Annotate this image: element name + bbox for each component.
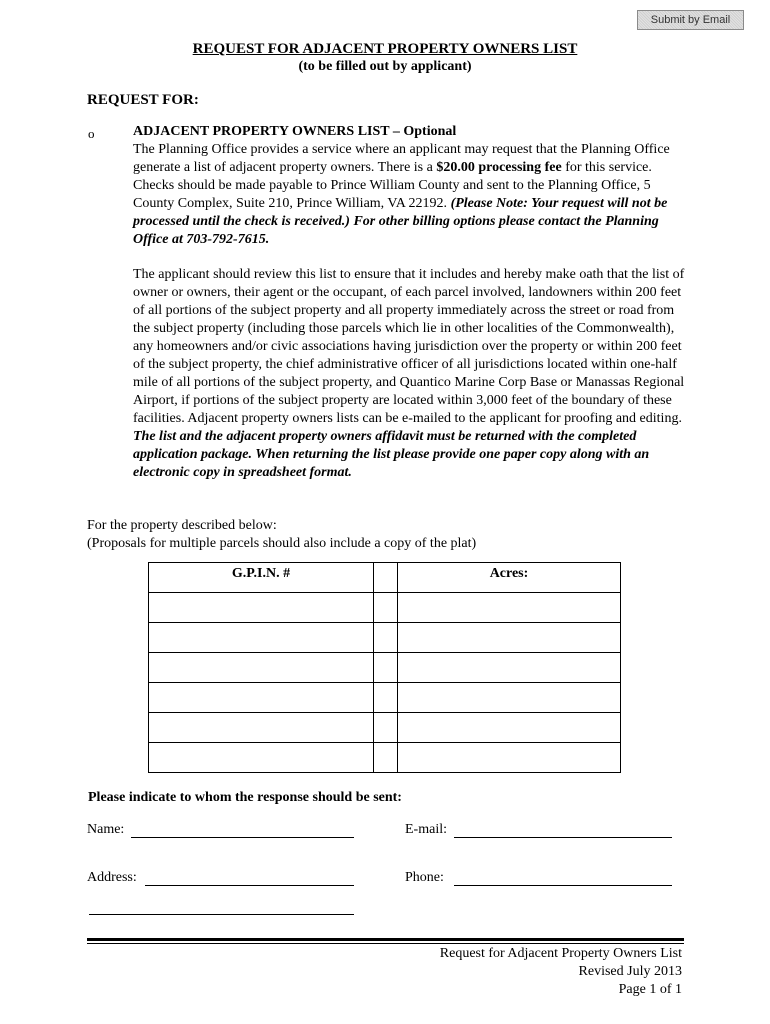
footer-divider-thin — [87, 943, 684, 944]
spacer-cell — [374, 653, 398, 683]
gpin-cell[interactable] — [149, 713, 374, 743]
submit-by-email-button[interactable]: Submit by Email — [637, 10, 744, 30]
spacer-cell — [374, 713, 398, 743]
table-row — [149, 743, 621, 773]
email-field[interactable] — [454, 837, 672, 838]
spacer-cell — [374, 683, 398, 713]
gpin-cell[interactable] — [149, 653, 374, 683]
email-label: E-mail: — [405, 822, 447, 837]
phone-field[interactable] — [454, 885, 672, 886]
acres-cell[interactable] — [398, 743, 621, 773]
address-field[interactable] — [145, 885, 354, 886]
checkbox-bullet[interactable]: o — [88, 126, 95, 141]
acres-cell[interactable] — [398, 683, 621, 713]
page-subtitle: (to be filled out by applicant) — [298, 59, 472, 74]
acres-header: Acres: — [398, 563, 621, 593]
footer-revision: Revised July 2013 — [578, 964, 682, 979]
spacer-header — [374, 563, 398, 593]
spacer-cell — [374, 593, 398, 623]
footer-divider-thick — [87, 938, 684, 941]
table-row — [149, 713, 621, 743]
service-description — [133, 123, 693, 249]
para1-text-a: The Planning Office provides a service where an applicant may request that the Planning Office generate a list of adjacent property owners. There is a — [133, 142, 670, 175]
para2-text: The applicant should review this list to ensure that it includes and hereby make oath that the list of owner or owners, their agent or the occupant, of each parcel involved, landowners within 200 feet of all portions of the subject property and all property immediately across the street or road from the subject property (including those parcels which lie in other localities of the Commonwealth), any homeowners and/or civic associations having jurisdiction over the property or within 200 feet of the subject property, the chief administrative officer of all jurisdictions located within one-half mile of all portions of the subject property, and Quantico Marine Corp Base or Manassas Regional Airport, if portions of the subject property are located within 3,000 feet of the boundary of these facilities. Adjacent property owners lists can be e-mailed to the applicant for proofing and editing. — [133, 267, 685, 426]
para1-note: (Please Note: Your request will not be processed until the check is received.) For other billing options please contact the Planning Office at 703-792-7615. — [133, 196, 668, 247]
spacer-cell — [374, 743, 398, 773]
acres-cell[interactable] — [398, 713, 621, 743]
table-header-row — [149, 563, 621, 593]
phone-label: Phone: — [405, 870, 444, 885]
section-heading: ADJACENT PROPERTY OWNERS LIST – Optional — [133, 124, 457, 139]
footer-form-title: Request for Adjacent Property Owners List — [439, 946, 682, 961]
address-label: Address: — [87, 870, 137, 885]
name-label: Name: — [87, 822, 125, 837]
para1-text-b: for this service. Checks should be made payable to Prince William County and sent to the Planning Office, 5 County Complex, Suite 210, Prince William, VA 22192. — [133, 160, 652, 211]
gpin-table — [148, 562, 621, 773]
name-field[interactable] — [131, 837, 354, 838]
request-for-heading: REQUEST FOR: — [87, 92, 199, 108]
property-line-1: For the property described below: — [87, 518, 277, 533]
response-recipient-heading: Please indicate to whom the response should be sent: — [88, 790, 402, 805]
acres-cell[interactable] — [398, 623, 621, 653]
gpin-cell[interactable] — [149, 683, 374, 713]
gpin-header: G.P.I.N. # — [149, 563, 374, 593]
acres-cell[interactable] — [398, 653, 621, 683]
table-row — [149, 593, 621, 623]
gpin-cell[interactable] — [149, 593, 374, 623]
para2-emphasis: The list and the adjacent property owners affidavit must be returned with the completed application package. When returning the list please provide one paper copy along with an electronic copy in spreadsheet format. — [133, 429, 650, 480]
table-row — [149, 623, 621, 653]
table-row — [149, 653, 621, 683]
table-row — [149, 683, 621, 713]
spacer-cell — [374, 623, 398, 653]
gpin-cell[interactable] — [149, 623, 374, 653]
oath-description — [133, 266, 693, 482]
processing-fee: $20.00 processing fee — [436, 160, 562, 175]
property-line-2: (Proposals for multiple parcels should also include a copy of the plat) — [87, 536, 477, 551]
page-title: REQUEST FOR ADJACENT PROPERTY OWNERS LIST — [192, 41, 578, 57]
acres-cell[interactable] — [398, 593, 621, 623]
footer-page-number: Page 1 of 1 — [618, 982, 682, 997]
address-field-line-2[interactable] — [89, 914, 354, 915]
gpin-cell[interactable] — [149, 743, 374, 773]
